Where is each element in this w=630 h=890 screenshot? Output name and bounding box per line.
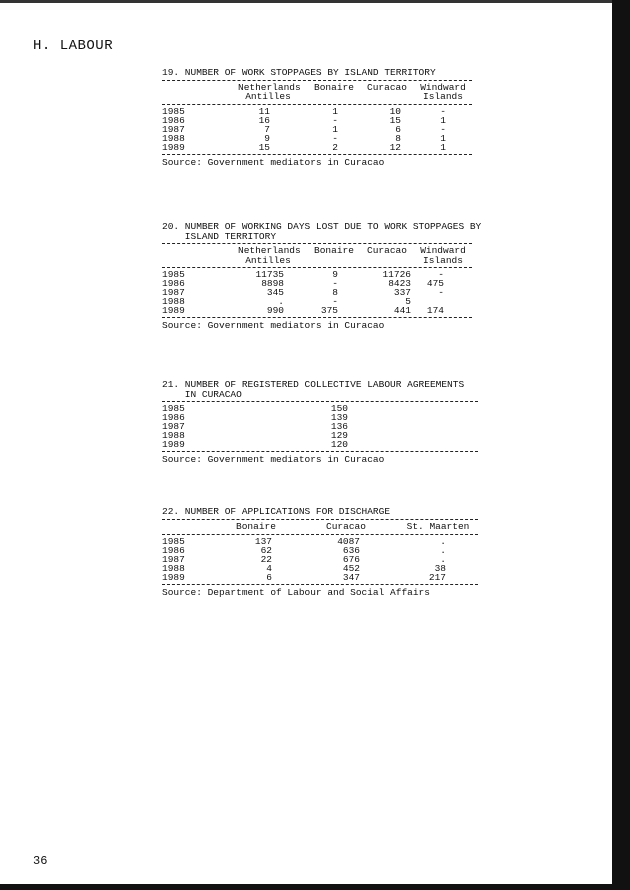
table-cell: 337 <box>393 287 411 298</box>
table-source: Source: Government mediators in Curacao <box>162 320 385 331</box>
table-source: Source: Government mediators in Curacao <box>162 156 385 168</box>
column-header-line: Antilles <box>245 91 291 102</box>
column-header-line: Islands <box>423 91 463 102</box>
table-cell: 9 <box>332 269 338 280</box>
table-cell: 16 <box>258 114 270 126</box>
table-row <box>162 306 472 315</box>
table-source: Source: Department of Labour and Social Affairs <box>162 586 430 598</box>
row-year: 1987 <box>162 553 185 565</box>
table-body <box>162 404 478 449</box>
column-header <box>238 81 301 102</box>
column-headers <box>162 246 472 265</box>
table-title-line: 22. NUMBER OF APPLICATIONS FOR DISCHARGE <box>162 506 391 517</box>
row-year: 1986 <box>162 544 185 556</box>
row-year: 1985 <box>162 403 185 414</box>
row-year: 1986 <box>162 114 185 126</box>
table-cell: 1 <box>332 105 338 117</box>
dashed-rule <box>162 267 472 268</box>
table-20 <box>162 221 482 331</box>
column-header-line: Curacao <box>367 245 407 256</box>
table-row <box>162 537 478 546</box>
table-cell: 15 <box>258 141 270 153</box>
table-row <box>162 270 472 279</box>
row-year: 1985 <box>162 269 185 280</box>
table-row <box>162 143 472 152</box>
table-title-line: 19. NUMBER OF WORK STOPPAGES BY ISLAND TERRITORY <box>162 67 436 78</box>
table-title <box>162 507 478 517</box>
page-number: 36 <box>33 854 48 868</box>
scan-bottom-edge <box>0 884 630 890</box>
table-21 <box>162 380 478 465</box>
table-cell: - <box>332 278 338 289</box>
table-cell: - <box>438 269 444 280</box>
table-cell: - <box>440 105 446 117</box>
table-title-line: IN CURACAO <box>162 388 242 400</box>
column-header <box>238 245 301 266</box>
table-row <box>162 288 472 297</box>
column-headers <box>162 522 478 532</box>
table-cell: 2 <box>332 141 338 153</box>
table-cell: 636 <box>342 544 360 556</box>
column-headers <box>162 83 472 102</box>
table-cell: 441 <box>393 305 411 316</box>
table-body <box>162 537 478 582</box>
table-cell: 8 <box>332 287 338 298</box>
row-year: 1989 <box>162 439 185 450</box>
row-year: 1986 <box>162 278 185 289</box>
table-cell: 174 <box>426 305 444 316</box>
table-cell: 7 <box>264 123 270 135</box>
table-cell: 11 <box>258 105 270 117</box>
column-header <box>308 83 360 93</box>
table-cell: . <box>440 535 446 547</box>
dashed-rule <box>162 154 472 155</box>
table-title-line: 20. NUMBER OF WORKING DAYS LOST DUE TO WORK STOPPAGES BY <box>162 221 482 232</box>
table-cell: 9 <box>264 132 270 144</box>
table-cell: 139 <box>330 412 348 423</box>
table-cell: 217 <box>428 571 446 583</box>
table-row <box>162 555 478 564</box>
table-cell: . <box>278 296 284 307</box>
table-cell: 11726 <box>382 269 411 280</box>
row-year: 1987 <box>162 421 185 432</box>
dashed-rule <box>162 104 472 105</box>
table-cell: 990 <box>266 305 284 316</box>
table-cell: . <box>440 553 446 565</box>
table-row <box>162 440 478 449</box>
table-cell: 10 <box>389 105 401 117</box>
column-header-line: Bonaire <box>314 245 354 256</box>
table-cell: 11735 <box>255 269 284 280</box>
table-cell: 150 <box>330 403 348 414</box>
column-header <box>365 246 409 256</box>
column-header: Curacao <box>326 520 366 532</box>
table-row <box>162 107 472 116</box>
table-title-line: ISLAND TERRITORY <box>162 230 277 242</box>
table-cell: 1 <box>440 141 446 153</box>
dashed-rule <box>162 243 472 244</box>
table-cell: 38 <box>434 562 446 574</box>
table-cell: 129 <box>330 430 348 441</box>
table-source: Source: Government mediators in Curacao <box>162 454 385 465</box>
table-cell: 8898 <box>261 278 284 289</box>
table-cell: 345 <box>266 287 284 298</box>
table-row <box>162 116 472 125</box>
dashed-rule <box>162 519 478 520</box>
table-title <box>162 380 478 399</box>
table-cell: - <box>438 287 444 298</box>
column-header <box>365 83 409 93</box>
column-header-line: Islands <box>423 254 463 266</box>
table-title-line: 21. NUMBER OF REGISTERED COLLECTIVE LABOUR AGREEMENTS <box>162 379 465 390</box>
table-cell: 5 <box>405 296 411 307</box>
table-cell: 6 <box>395 123 401 135</box>
row-year: 1987 <box>162 287 185 298</box>
table-cell: 347 <box>342 571 360 583</box>
table-cell: - <box>332 114 338 126</box>
row-year: 1988 <box>162 132 185 144</box>
row-year: 1988 <box>162 562 185 574</box>
row-year: 1985 <box>162 105 185 117</box>
dashed-rule <box>162 534 478 535</box>
table-row <box>162 546 478 555</box>
table-row <box>162 413 478 422</box>
table-body <box>162 107 472 152</box>
table-cell: 137 <box>254 535 272 547</box>
table-cell: 8 <box>395 132 401 144</box>
table-cell: 22 <box>260 553 272 565</box>
table-cell: 4087 <box>337 535 360 547</box>
row-year: 1988 <box>162 430 185 441</box>
column-header <box>418 83 468 102</box>
scan-top-edge <box>0 0 630 3</box>
dashed-rule <box>162 584 478 585</box>
table-row <box>162 297 472 306</box>
table-cell: 375 <box>320 305 338 316</box>
table-row <box>162 422 478 431</box>
table-cell: 676 <box>342 553 360 565</box>
row-year: 1985 <box>162 535 185 547</box>
table-cell: - <box>332 296 338 307</box>
table-cell: 452 <box>342 562 360 574</box>
section-heading: H. LABOUR <box>33 38 114 54</box>
table-cell: - <box>440 123 446 135</box>
column-header-line: Curacao <box>367 81 407 93</box>
scan-right-edge <box>612 0 630 890</box>
table-19 <box>162 68 472 167</box>
dashed-rule <box>162 80 472 81</box>
table-row <box>162 125 472 134</box>
dashed-rule <box>162 317 472 318</box>
column-header <box>308 246 360 256</box>
table-row <box>162 134 472 143</box>
column-header: Bonaire <box>236 520 276 532</box>
table-cell: 1 <box>332 123 338 135</box>
table-row <box>162 279 472 288</box>
row-year: 1988 <box>162 296 185 307</box>
column-header-line: Antilles <box>245 254 291 266</box>
table-cell: 136 <box>330 421 348 432</box>
table-row <box>162 573 478 582</box>
table-cell: - <box>332 132 338 144</box>
table-cell: . <box>440 544 446 556</box>
row-year: 1989 <box>162 305 185 316</box>
table-row <box>162 404 478 413</box>
table-cell: 475 <box>426 278 444 289</box>
column-header-line: Netherlands <box>238 81 301 93</box>
column-header <box>418 246 468 265</box>
table-cell: 4 <box>266 562 272 574</box>
table-row <box>162 431 478 440</box>
row-year: 1989 <box>162 141 185 153</box>
column-header-line: Windward <box>420 245 466 256</box>
table-title <box>162 68 472 78</box>
table-cell: 1 <box>440 132 446 144</box>
row-year: 1986 <box>162 412 185 423</box>
table-22 <box>162 507 478 597</box>
table-cell: 8423 <box>388 278 411 289</box>
table-cell: 15 <box>389 114 401 126</box>
row-year: 1987 <box>162 123 185 135</box>
table-cell: 6 <box>266 571 272 583</box>
dashed-rule <box>162 401 478 402</box>
dashed-rule <box>162 451 478 452</box>
table-body <box>162 270 472 315</box>
table-cell: 120 <box>330 439 348 450</box>
table-cell: 62 <box>260 544 272 556</box>
column-header-line: Netherlands <box>238 245 301 256</box>
column-header-line: Windward <box>420 81 466 93</box>
table-cell: 12 <box>389 141 401 153</box>
table-cell: 1 <box>440 114 446 126</box>
table-title <box>162 221 482 242</box>
column-header-line: Bonaire <box>314 81 354 93</box>
row-year: 1989 <box>162 571 185 583</box>
column-header: St. Maarten <box>406 520 470 532</box>
